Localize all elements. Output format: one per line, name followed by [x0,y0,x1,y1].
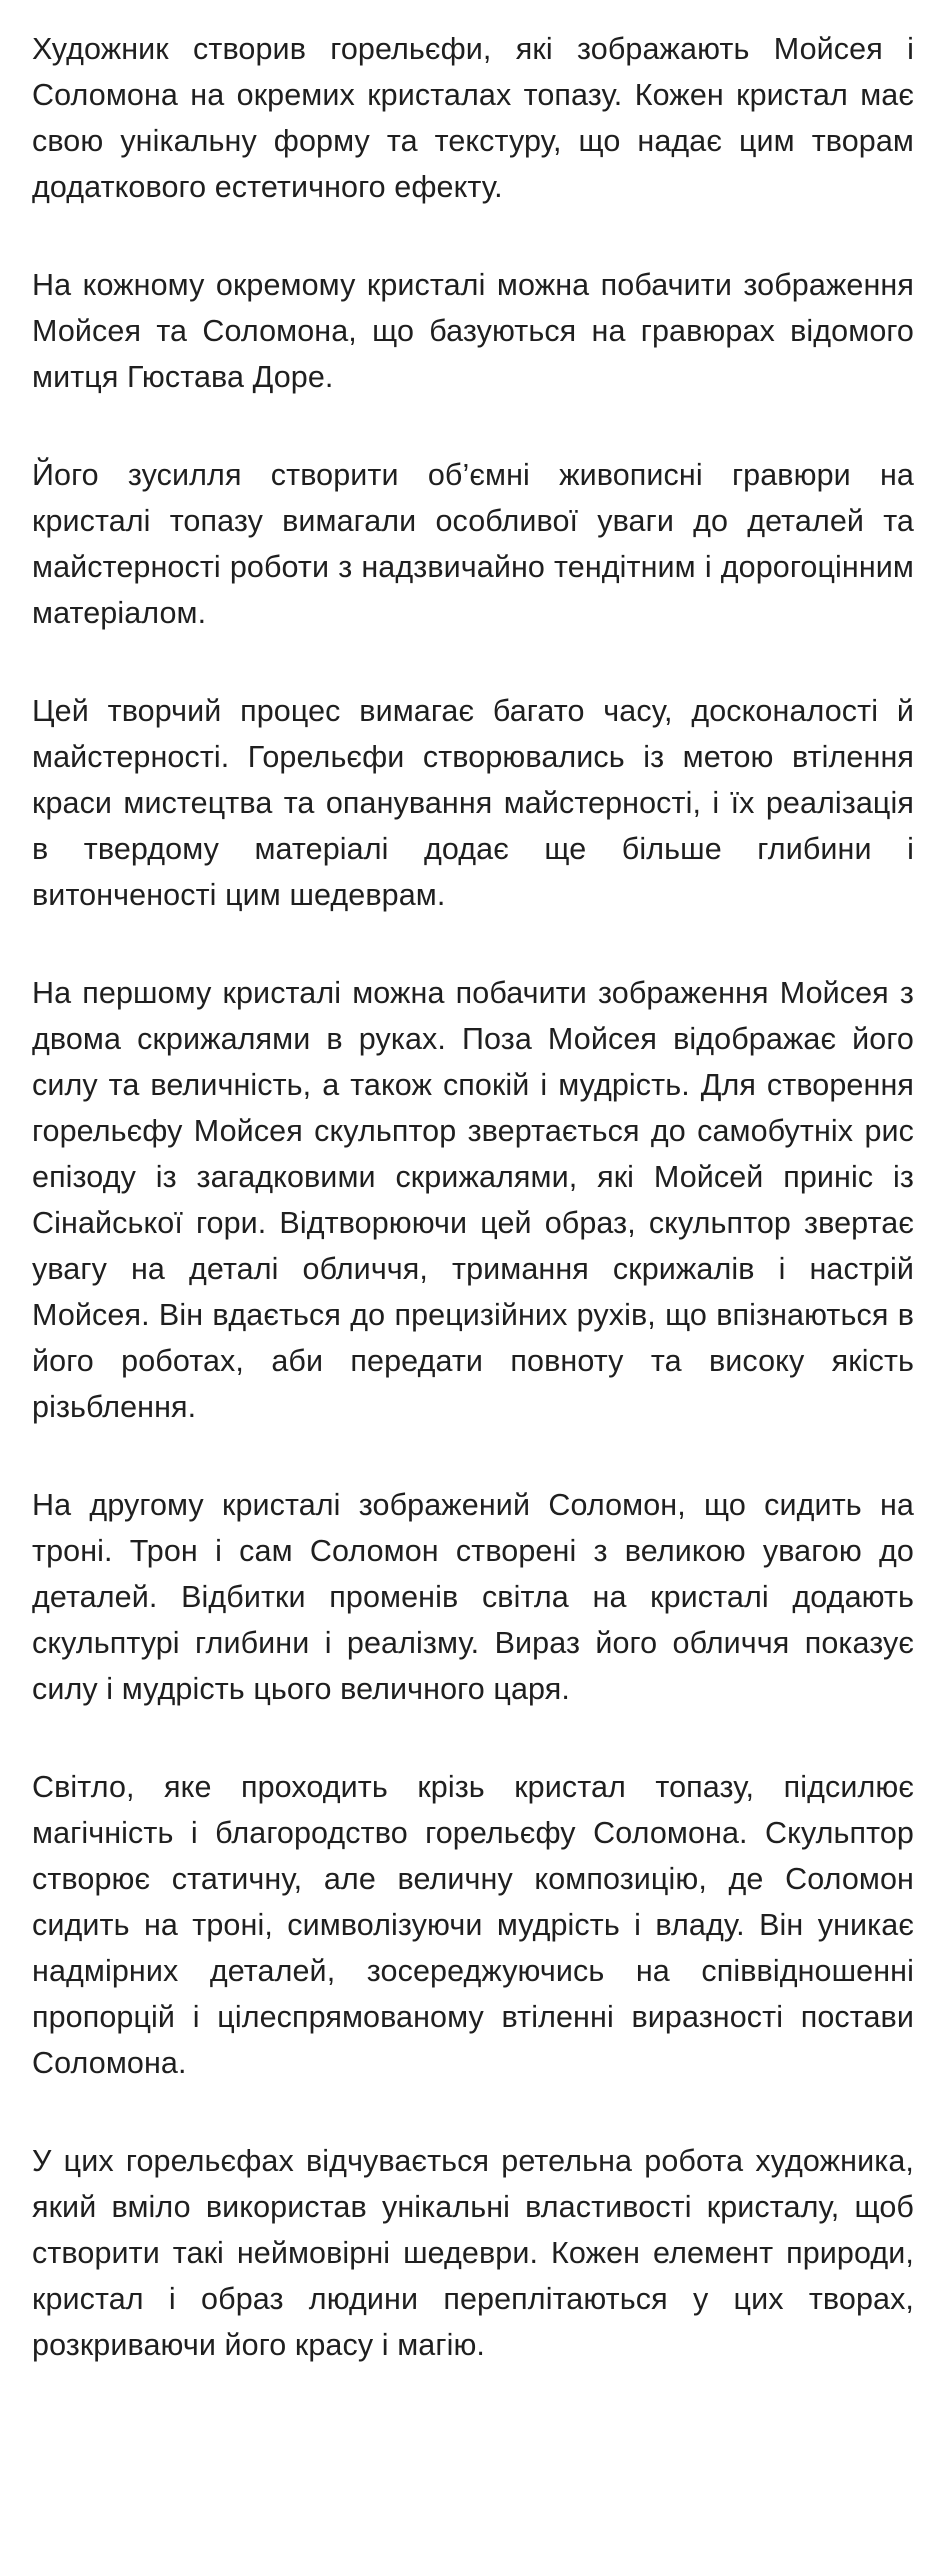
paragraph-1: Художник створив горельєфи, які зображають Мойсея і Соломона на окремих кристалах топазу. Кожен кристал має свою унікальну форму та текстуру, що надає цим творам додаткового естетичного ефекту. [32,32,914,204]
paragraph-6: На другому кристалі зображений Соломон, що сидить на троні. Трон і сам Соломон створені з великою увагою до деталей. Відбитки променів світла на кристалі додають скульптурі глибини і реалізму. Вираз його обличчя показує силу і мудрість цього величного царя. [32,1488,914,1706]
paragraph-5: На першому кристалі можна побачити зображення Мойсея з двома скрижалями в руках. Поза Мойсея відображає його силу та величність, а також спокій і мудрість. Для створення горельєфу Мойсея скульптор звертається до самобутніх рис епізоду із загадковими скрижалями, які Мойсей приніс із Сінайської гори. Відтворюючи цей образ, скульптор звертає увагу на деталі обличчя, тримання скрижалів і настрій Мойсея. Він вдається до прецизійних рухів, що впізнаються в його роботах, аби передати повноту та високу якість різьблення. [32,976,914,1424]
paragraph-7: Світло, яке проходить крізь кристал топазу, підсилює магічність і благородство горельєфу Соломона. Скульптор створює статичну, але величну композицію, де Соломон сидить на троні, символізуючи мудрість і владу. Він уникає надмірних деталей, зосереджуючись на співвідношенні пропорцій і цілеспрямованому втіленні виразності постави Соломона. [32,1770,914,2080]
paragraph-8: У цих горельєфах відчувається ретельна робота художника, який вміло використав унікальні властивості кристалу, щоб створити такі неймовірні шедеври. Кожен елемент природи, кристал і образ людини переплітаються у цих творах, розкриваючи його красу і магію. [32,2144,914,2362]
paragraph-2: На кожному окремому кристалі можна побачити зображення Мойсея та Соломона, що базуються на гравюрах відомого митця Гюстава Доре. [32,268,914,394]
paragraph-4: Цей творчий процес вимагає багато часу, досконалості й майстерності. Горельєфи створювались із метою втілення краси мистецтва та опанування майстерності, і їх реалізація в твердому матеріалі додає ще більше глибини і витонченості цим шедеврам. [32,694,914,912]
paragraph-3: Його зусилля створити об’ємні живописні гравюри на кристалі топазу вимагали особливої уваги до деталей та майстерності роботи з надзвичайно тендітним і дорогоцінним матеріалом. [32,458,914,630]
